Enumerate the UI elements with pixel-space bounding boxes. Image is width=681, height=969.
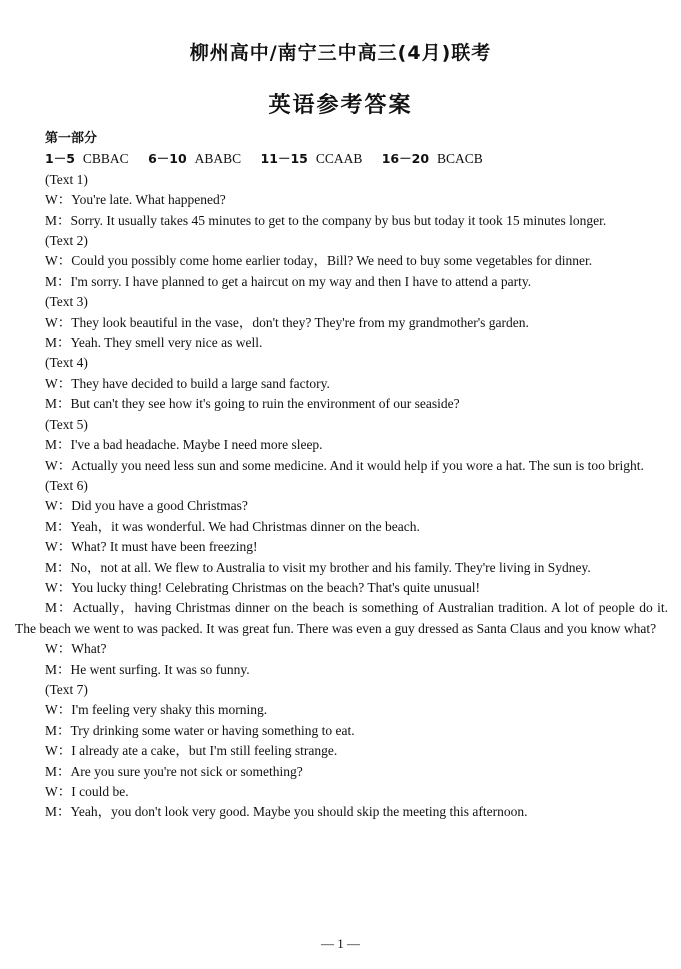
dialogue-line: W：I could be. [45, 784, 129, 799]
dialogue-line: M：Yeah，it was wonderful. We had Christmas dinner on the beach. [45, 518, 420, 534]
text-heading: (Text 6) [45, 477, 88, 493]
dialogue-line: W：Could you possibly come home earlier today，Bill? We need to buy some vegetables for dinner. [45, 253, 593, 269]
dialogue-line: W：They have decided to build a large sand factory. [45, 375, 330, 391]
dialogue-line: W：They look beautiful in the vase，don't they? They're from my grandmother's garden. [45, 314, 529, 330]
dialogue-line: M：I'm sorry. I have planned to get a haircut on my way and then I have to attend a party. [45, 273, 532, 289]
dialogue-line: M：He went surfing. It was so funny. [45, 661, 250, 677]
answer-range: 1－5 [45, 151, 75, 167]
section-label: 第一部分 [45, 131, 98, 146]
dialogue-line: M：Try drinking some water or having something to eat. [45, 722, 355, 738]
transcript [15, 170, 668, 823]
dialogue-line: M：Yeah，you don't look very good. Maybe you should skip the meeting this afternoon. [45, 804, 528, 820]
text-heading: (Text 5) [45, 416, 88, 432]
dialogue-line: M：I've a bad headache. Maybe I need more sleep. [45, 437, 323, 453]
dialogue-line: M：Actually，having Christmas dinner on the beach is something of Australian tradition. A lot of people do it. The beach we went to was packed. It was great fun. There was even a guy dressed as Santa Claus and you know what? [15, 600, 668, 636]
dialogue-line: W：I already ate a cake，but I'm still feeling strange. [45, 743, 338, 759]
answer-value: BCACB [437, 151, 483, 167]
answer-row [15, 149, 668, 169]
answer-range: 11－15 [260, 151, 308, 167]
dialogue-line: W：What? [45, 641, 107, 657]
answer-range: 16－20 [381, 151, 430, 167]
dialogue-line: W：What? It must have been freezing! [45, 539, 258, 555]
dialogue-line: M：Sorry. It usually takes 45 minutes to get to the company by bus but today it took 15 minutes longer. [45, 212, 607, 228]
dialogue-line: M：Yeah. They smell very nice as well. [45, 335, 263, 351]
text-heading: (Text 4) [45, 355, 88, 371]
dialogue-line: W：You're late. What happened? [45, 192, 226, 208]
answer-range: 6－10 [148, 151, 187, 167]
dialogue-line: W：I'm feeling very shaky this morning. [45, 702, 268, 718]
dialogue-line: M：Are you sure you're not sick or something? [45, 763, 303, 779]
answer-value: CBBAC [82, 151, 129, 167]
page-number: — 1 — [321, 936, 360, 951]
answer-value: CCAAB [315, 151, 363, 167]
dialogue-line: W：Did you have a good Christmas? [45, 498, 248, 514]
dialogue-line: W：You lucky thing! Celebrating Christmas on the beach? That's quite unusual! [45, 579, 480, 595]
dialogue-line: M：But can't they see how it's going to ruin the environment of our seaside? [45, 396, 460, 412]
text-heading: (Text 7) [45, 681, 88, 697]
answer-key-title: 英语参考答案 [268, 93, 413, 118]
text-heading: (Text 3) [45, 294, 88, 310]
dialogue-line: M：No，not at all. We flew to Australia to visit my brother and his family. They're living in Sydney. [45, 559, 591, 575]
document-body [15, 129, 668, 823]
exam-title: 柳州高中/南宁三中高三(4月)联考 [189, 42, 492, 64]
text-heading: (Text 2) [45, 233, 88, 249]
answer-value: ABABC [194, 151, 242, 167]
text-heading: (Text 1) [45, 171, 88, 187]
dialogue-line: W：Actually you need less sun and some medicine. And it would help if you wore a hat. The sun is too bright. [45, 457, 644, 473]
